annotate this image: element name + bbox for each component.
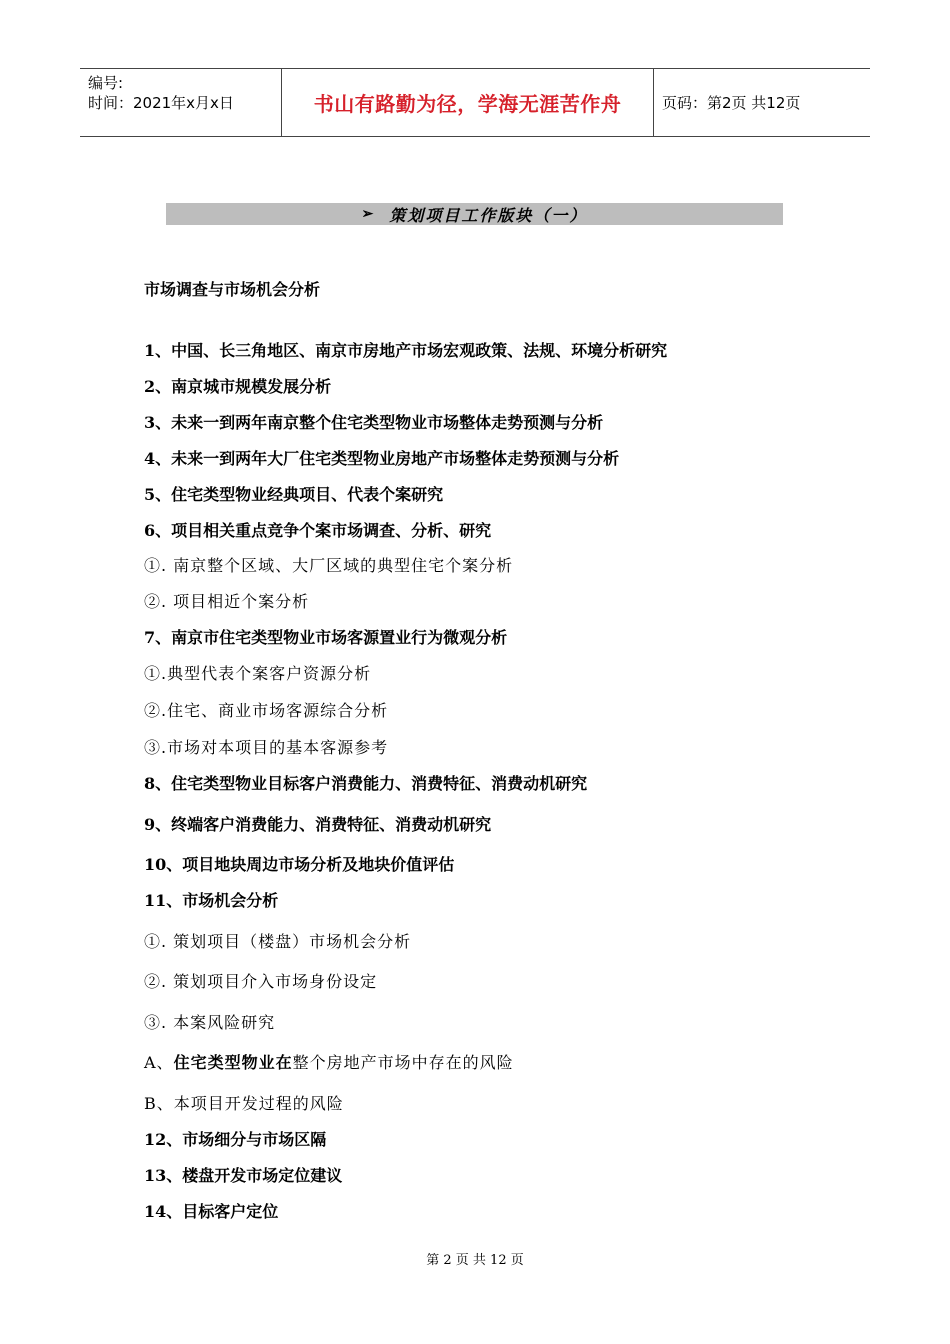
header-motto: 书山有路勤为径，学海无涯苦作舟 (282, 69, 654, 136)
list-subitem: ②. 项目相近个案分析 (144, 592, 310, 611)
document-time-label: 时间：2021年x月x日 (88, 94, 234, 112)
list-item: 9、终端客户消费能力、消费特征、消费动机研究 (144, 815, 492, 834)
list-subitem: ①.典型代表个案客户资源分析 (144, 664, 372, 683)
list-subitem: ②. 策划项目介入市场身份设定 (144, 972, 378, 991)
header-meta (80, 69, 282, 136)
arrow-bullet-icon: ➢ (361, 206, 376, 222)
page-header (80, 68, 870, 137)
list-item: 5、住宅类型物业经典项目、代表个案研究 (144, 485, 444, 504)
document-number-label: 编号: (88, 74, 124, 92)
list-subitem-a (144, 1053, 514, 1073)
list-subitem: B、本项目开发过程的风险 (144, 1094, 344, 1113)
item-a-prefix: A、 (144, 1053, 174, 1072)
list-subitem: ②.住宅、商业市场客源综合分析 (144, 701, 389, 720)
page-footer: 第 2 页 共 12 页 (426, 1253, 524, 1268)
banner-title: 策划项目工作版块（一） (389, 205, 588, 225)
list-subitem: ③. 本案风险研究 (144, 1013, 276, 1032)
list-item: 4、未来一到两年大厂住宅类型物业房地产市场整体走势预测与分析 (144, 449, 620, 468)
list-subitem: ③.市场对本项目的基本客源参考 (144, 738, 389, 757)
list-item: 13、楼盘开发市场定位建议 (144, 1166, 343, 1185)
item-a-rest: 整个房地产市场中存在的风险 (292, 1053, 514, 1072)
list-item: 7、南京市住宅类型物业市场客源置业行为微观分析 (144, 628, 508, 647)
list-item: 11、市场机会分析 (144, 891, 279, 910)
list-subitem: ①. 策划项目（楼盘）市场机会分析 (144, 932, 412, 951)
list-item: 2、南京城市规模发展分析 (144, 377, 332, 396)
list-subitem: ①. 南京整个区域、大厂区域的典型住宅个案分析 (144, 556, 514, 575)
section-title: 市场调查与市场机会分析 (144, 280, 321, 299)
header-page-info: 页码：第2页 共12页 (662, 94, 801, 112)
list-item: 12、市场细分与市场区隔 (144, 1130, 327, 1149)
list-item: 6、项目相关重点竞争个案市场调查、分析、研究 (144, 521, 492, 540)
section-banner (166, 203, 783, 225)
list-item: 1、中国、长三角地区、南京市房地产市场宏观政策、法规、环境分析研究 (144, 341, 668, 360)
list-item: 3、未来一到两年南京整个住宅类型物业市场整体走势预测与分析 (144, 413, 604, 432)
list-item: 10、项目地块周边市场分析及地块价值评估 (144, 855, 455, 874)
list-item: 8、住宅类型物业目标客户消费能力、消费特征、消费动机研究 (144, 774, 588, 793)
item-a-bold: 住宅类型物业在 (173, 1053, 293, 1072)
list-item: 14、目标客户定位 (144, 1202, 279, 1221)
